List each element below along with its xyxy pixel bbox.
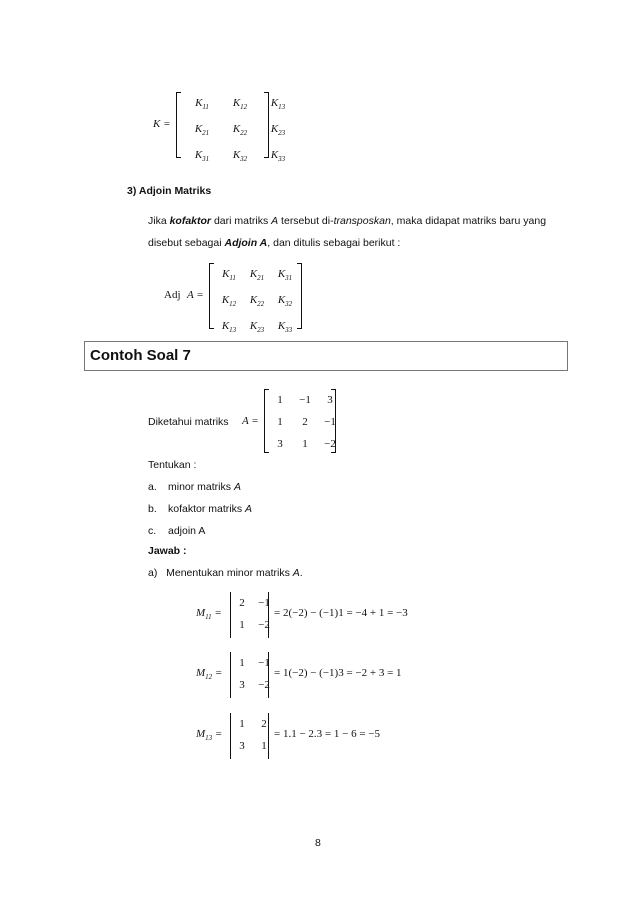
minor-lhs: $M_{12}$ = xyxy=(196,667,223,682)
matrix-cell: $K_{33}$ xyxy=(270,149,286,164)
matrix-cell: 2 xyxy=(302,416,308,428)
list-item: c. adjoin A xyxy=(148,525,206,537)
matrix-k-lhs: K = xyxy=(153,118,171,130)
matrix-a-right-bracket xyxy=(331,389,336,453)
matrix-cell: $K_{22}$ xyxy=(232,123,248,138)
minor-rhs: = 1.1 − 2.3 = 1 − 6 = −5 xyxy=(274,728,380,740)
page-number: 8 xyxy=(315,837,321,849)
matrix-cell: $K_{11}$ xyxy=(222,268,236,283)
matrix-cell: 3 xyxy=(239,679,245,691)
matrix-cell: 1 xyxy=(239,718,245,730)
example-title: Contoh Soal 7 xyxy=(90,347,191,364)
matrix-k-grid xyxy=(183,92,297,171)
matrix-cell: 3 xyxy=(239,740,245,752)
determinant-right-bar xyxy=(268,592,269,638)
adj-label: Adj xyxy=(164,289,181,301)
matrix-cell: 1 xyxy=(239,619,245,631)
jawab-label: Jawab : xyxy=(148,545,187,557)
matrix-cell: 1 xyxy=(277,416,283,428)
determinant-right-bar xyxy=(268,652,269,698)
determinant-right-bar xyxy=(268,713,269,759)
matrix-cell: $K_{31}$ xyxy=(194,149,210,164)
matrix-cell: $K_{23}$ xyxy=(249,320,265,335)
matrix-cell: $K_{23}$ xyxy=(270,123,286,138)
determinant-grid xyxy=(234,652,272,696)
example-title-box xyxy=(84,341,568,371)
list-item: b. kofaktor matriks A xyxy=(148,503,253,515)
matrix-cell: 2 xyxy=(261,718,267,730)
determinant-grid xyxy=(234,592,272,636)
adj-right-bracket xyxy=(297,263,302,329)
matrix-cell: −2 xyxy=(258,679,270,691)
matrix-a-grid xyxy=(270,389,340,455)
given-label: Diketahui matriks xyxy=(148,416,229,428)
matrix-cell: −1 xyxy=(299,394,311,406)
matrix-a-left-bracket xyxy=(264,389,269,453)
matrix-cell: −1 xyxy=(258,597,270,609)
matrix-cell: $K_{31}$ xyxy=(277,268,293,283)
adjoin-paragraph-line2: disebut sebagai Adjoin A, dan ditulis sebagai berikut : xyxy=(148,237,401,249)
minor-lhs: $M_{11}$ = xyxy=(196,607,222,622)
matrix-cell: $K_{12}$ xyxy=(232,97,248,112)
matrix-cell: −1 xyxy=(258,657,270,669)
adjoin-paragraph-line1: Jika kofaktor dari matriks A tersebut di-transposkan, maka didapat matriks baru yang xyxy=(148,215,547,227)
matrix-cell: $K_{11}$ xyxy=(195,97,209,112)
matrix-cell: −2 xyxy=(258,619,270,631)
section-heading-adjoin: 3) Adjoin Matriks xyxy=(127,185,212,197)
matrix-cell: $K_{22}$ xyxy=(249,294,265,309)
given-lhs: A = xyxy=(242,415,259,427)
step-a: a) Menentukan minor matriks A. xyxy=(148,567,303,579)
matrix-cell: $K_{12}$ xyxy=(221,294,237,309)
matrix-cell: 1 xyxy=(277,394,283,406)
matrix-cell: −1 xyxy=(324,416,336,428)
determinant-left-bar xyxy=(230,652,231,698)
matrix-k-right-bracket xyxy=(264,92,269,158)
matrix-cell: $K_{21}$ xyxy=(194,123,210,138)
adj-left-bracket xyxy=(209,263,214,329)
matrix-cell: 1 xyxy=(302,438,308,450)
matrix-cell: $K_{32}$ xyxy=(232,149,248,164)
matrix-cell: $K_{21}$ xyxy=(249,268,265,283)
determinant-grid xyxy=(234,713,272,757)
matrix-cell: 1 xyxy=(239,657,245,669)
matrix-cell: 2 xyxy=(239,597,245,609)
list-item: a. minor matriks A xyxy=(148,481,241,493)
matrix-cell: $K_{13}$ xyxy=(221,320,237,335)
matrix-cell: 3 xyxy=(327,394,333,406)
matrix-cell: $K_{32}$ xyxy=(277,294,293,309)
matrix-cell: 1 xyxy=(261,740,267,752)
determinant-left-bar xyxy=(230,713,231,759)
matrix-k-left-bracket xyxy=(176,92,181,158)
matrix-cell: $K_{33}$ xyxy=(277,320,293,335)
matrix-cell: $K_{13}$ xyxy=(270,97,286,112)
minor-lhs: $M_{13}$ = xyxy=(196,728,223,743)
tentukan-label: Tentukan : xyxy=(148,459,197,471)
minor-rhs: = 1(−2) − (−1)3 = −2 + 3 = 1 xyxy=(274,667,402,679)
adj-grid xyxy=(215,263,299,342)
matrix-cell: −2 xyxy=(324,438,336,450)
minor-rhs: = 2(−2) − (−1)1 = −4 + 1 = −3 xyxy=(274,607,408,619)
adj-lhs: A = xyxy=(187,289,204,301)
determinant-left-bar xyxy=(230,592,231,638)
matrix-cell: 3 xyxy=(277,438,283,450)
